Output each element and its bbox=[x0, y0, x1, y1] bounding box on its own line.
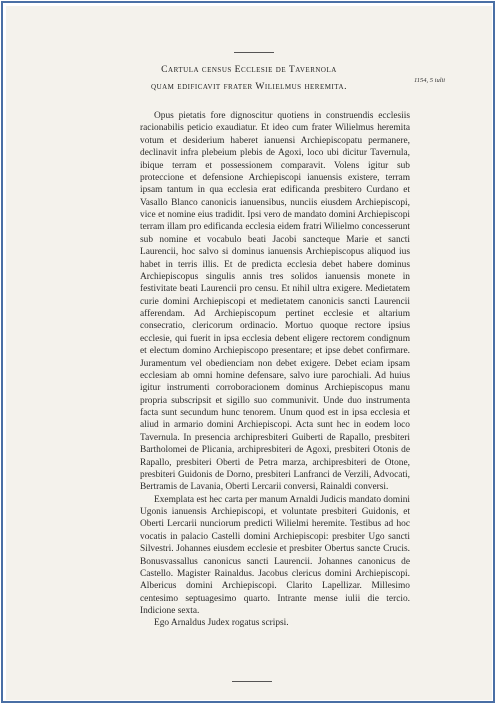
document-page bbox=[6, 6, 492, 700]
document-frame bbox=[1, 1, 495, 703]
top-rule bbox=[234, 52, 274, 53]
paragraph-3: Ego Arnaldus Judex rogatus scripsi. bbox=[154, 618, 289, 629]
document-body bbox=[140, 110, 410, 630]
title-line-2: quam edificavit frater Wilielmus heremita. bbox=[151, 81, 347, 92]
paragraph-2: Exemplata est hec carta per manum Arnaldi Judicis mandato domini Ugonis ianuensis Archiepiscopi, et voluntate presbiteri Guidonis, et Oberti Lercarii nunciorum predicti Wilielmi heremite. Testibus ad hoc vocatis in palacio Castelli domini Archiepiscopi: presbiter Ugo sancti Silvestri. Johannes eiusdem ecclesie et presbiter Obertus sancte Crucis. Bonusvassallus canonicus sancti Laurencii. Johannes canonicus de Castello. Magister Rainaldus. Jacobus clericus domini Archiepiscopi. Albericus domini Archiepiscopi. Clarito Lapellizar. Millesimo centesimo septuagesimo quarto. Intrante mense iulii die tercio. Indicione sexta. bbox=[140, 494, 410, 616]
paragraph-1: Opus pietatis fore dignoscitur quotiens in construendis ecclesiis racionabilis peticio exaudiatur. Et ideo cum frater Wilielmus heremita votum et desiderium haberet ianuensi Archiepiscopatu permanere, declinavit infra plebeium plebis de Agoxi, loco ubi dicitur Tavernula, ibique terram et possessionem comparavit. Volens igitur sub proteccione et defensione Archiepiscopi ianuensis existere, terram ipsam tantum in qua ecclesia erat edificanda presbitero Curdano et Vasallo Blanco canonicis ianuensibus, nunciis eiusdem Archiepiscopi, vice et nomine eius tradidit. Ipsi vero de mandato domini Archiepiscopi terram illam pro edificanda ecclesia eidem fratri Wilielmo concesserunt sub nomine et vocabulo beati Jacobi sancteque Marie et sancti Laurencii, hoc salvo si dominus ianuensis Archiepiscopus aliquod ius habet in terris illis. Et de predicta ecclesia debet habere dominus Archiepiscopus singulis annis tres solidos ianuensis monete in festivitate beati Laurencii pro censu. Et nihil ultra exigere. Medietatem curie domini Archiepiscopi et medietatem canonicis sancti Laurencii afferendam. Ad Archiepiscopum pertinet ecclesie et altarium consecratio, clericorum ordinacio. Mortuo quoque rectore ipsius ecclesie, qui fuerit in ipsa ecclesia debent eligere rectorem condignum et electum domino Archiepiscopo presentare; et ipse debet confirmare. Juramentum vel obedienciam non debet exigere. Debet eciam ipsam ecclesiam ab omni homine defensare, salvo iure parochiali. Ad huius igitur instrumenti corroboracionem dominus Archiepiscopus manu propria subscripsit et sigillo suo communivit. Unde duo instrumenta facta sunt secundum hunc tenorem. Unum quod est in ipsa ecclesia et aliud in armario domini Archiepiscopi. Acta sunt hec in eodem loco Tavernula. In presencia archipresbiteri Guiberti de Rapallo, presbiteri Bartholomei de Plicania, archipresbiteri de Agoxi, presbiteri Otonis de Rapallo, presbiteri Oberti de Petra marza, archipresbiteri de Otone, presbiteri Guidonis de Dorno, presbiteri Lanfranci de Verzili, Advocati, Bertramis de Lavania, Oberti Lercarii conversi, Rainaldi conversi. bbox=[140, 111, 410, 493]
date-margin-note: 1154, 5 iulii bbox=[414, 77, 446, 84]
bottom-rule bbox=[232, 681, 272, 682]
title-line-1: Cartula census Ecclesie de Tavernola bbox=[161, 64, 337, 75]
